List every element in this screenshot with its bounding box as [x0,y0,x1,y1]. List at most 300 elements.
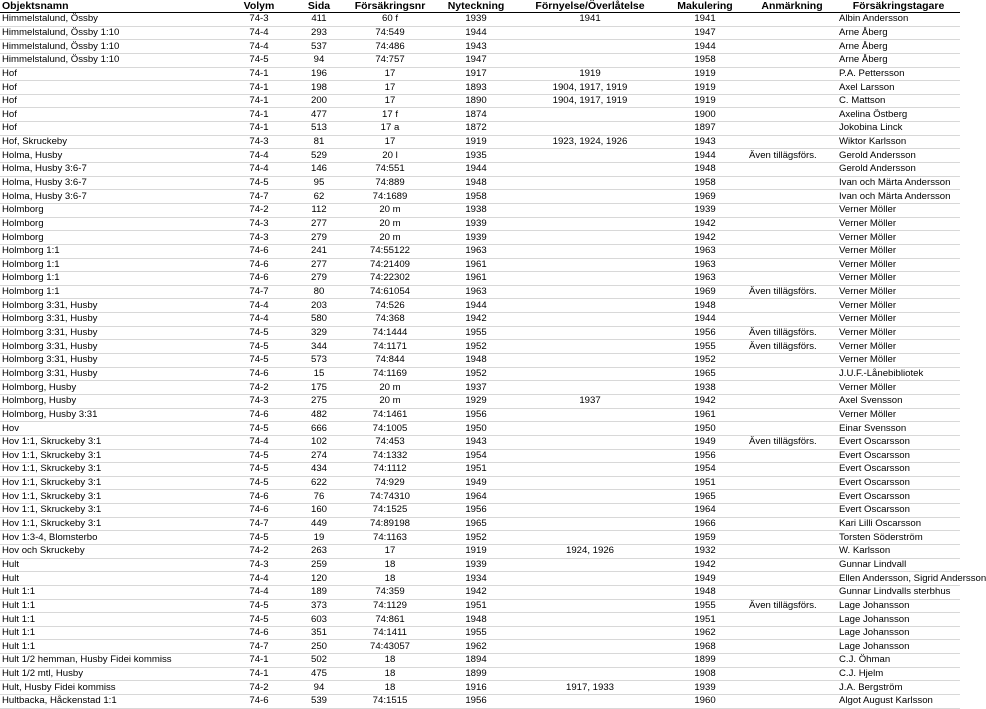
cell-objektsnamn[interactable]: Holmborg, Husby [2,381,77,393]
cell-objektsnamn[interactable]: Hult 1:1 [2,640,36,652]
cell-volym[interactable]: 74-6 [249,408,269,420]
cell-objektsnamn[interactable]: Holmborg 3:31, Husby [2,367,98,379]
cell-makulering[interactable]: 1948 [694,163,716,175]
cell-sida[interactable]: 175 [310,381,327,393]
cell-nyteckning[interactable]: 1943 [465,436,487,448]
table-row[interactable] [0,94,960,108]
cell-nyteckning[interactable]: 1919 [465,136,487,148]
cell-anmarkning[interactable] [747,135,837,149]
cell-anmarkning[interactable] [747,544,837,558]
cell-forsakringsnr[interactable]: 74:1169 [373,367,407,379]
cell-makulering[interactable]: 1950 [694,422,716,434]
cell-forsakringsnr[interactable]: 74:551 [375,163,405,175]
cell-makulering[interactable]: 1959 [694,531,716,543]
cell-objektsnamn[interactable]: Hov 1:1, Skruckeby 3:1 [2,436,102,448]
cell-volym[interactable]: 74-6 [249,627,269,639]
cell-sida[interactable]: 274 [310,449,327,461]
cell-sida[interactable]: 259 [310,558,327,570]
cell-fornyelse[interactable] [517,272,663,286]
table-row[interactable] [0,517,960,531]
cell-forsakringstagare[interactable]: Verner Möller [839,340,897,352]
cell-sida[interactable]: 94 [313,681,325,693]
table-row[interactable] [0,299,960,313]
cell-forsakringsnr[interactable]: 20 m [379,395,401,407]
cell-volym[interactable]: 74-2 [249,204,269,216]
cell-fornyelse[interactable] [517,354,663,368]
cell-forsakringsnr[interactable]: 18 [384,558,396,570]
cell-volym[interactable]: 74-1 [249,81,269,93]
cell-objektsnamn[interactable]: Hov 1:1, Skruckeby 3:1 [2,449,102,461]
cell-makulering[interactable]: 1969 [694,286,716,298]
cell-sida[interactable]: 329 [310,327,327,339]
cell-objektsnamn[interactable]: Hov 1:1, Skruckeby 3:1 [2,518,102,530]
cell-nyteckning[interactable]: 1948 [465,177,487,188]
cell-sida[interactable]: 102 [310,436,327,448]
cell-forsakringsnr[interactable]: 74:43057 [369,640,410,652]
cell-sida[interactable]: 277 [310,217,327,229]
table-row[interactable] [0,176,960,190]
table-row[interactable] [0,40,960,54]
cell-volym[interactable]: 74-6 [249,367,269,379]
cell-forsakringsnr[interactable]: 74:1332 [372,449,408,461]
cell-objektsnamn[interactable]: Holmborg [2,231,44,243]
cell-objektsnamn[interactable]: Holmborg 3:31, Husby [2,327,98,339]
cell-volym[interactable]: 74-3 [249,217,269,229]
cell-fornyelse[interactable] [517,108,663,122]
cell-forsakringstagare[interactable]: Verner Möller [839,354,897,366]
table-row[interactable] [0,217,960,231]
cell-fornyelse[interactable]: 1924, 1926 [565,545,614,557]
cell-anmarkning[interactable] [747,667,837,681]
cell-forsakringsnr[interactable]: 74:861 [375,613,405,625]
cell-sida[interactable]: 200 [310,95,327,107]
cell-sida[interactable]: 537 [310,40,327,52]
cell-nyteckning[interactable]: 1963 [465,245,487,257]
cell-volym[interactable]: 74-5 [249,449,269,461]
cell-nyteckning[interactable]: 1961 [465,272,487,284]
cell-forsakringstagare[interactable]: Verner Möller [839,204,897,216]
cell-anmarkning[interactable] [747,490,837,504]
cell-sida[interactable]: 293 [310,26,327,38]
cell-sida[interactable]: 603 [310,613,327,625]
cell-nyteckning[interactable]: 1934 [465,572,487,584]
cell-objektsnamn[interactable]: Holma, Husby 3:6-7 [2,177,87,188]
cell-fornyelse[interactable]: 1919 [579,67,601,79]
cell-makulering[interactable]: 1899 [694,654,716,666]
cell-objektsnamn[interactable]: Holma, Husby 3:6-7 [2,190,87,202]
cell-sida[interactable]: 196 [310,67,327,79]
cell-volym[interactable]: 74-3 [249,395,269,407]
cell-nyteckning[interactable]: 1947 [465,54,487,66]
table-row[interactable] [0,231,960,245]
cell-makulering[interactable]: 1939 [694,681,716,693]
cell-volym[interactable]: 74-4 [249,163,269,175]
table-row[interactable] [0,531,960,545]
cell-sida[interactable]: 373 [310,599,327,611]
cell-sida[interactable]: 263 [310,545,327,557]
cell-forsakringsnr[interactable]: 74:359 [375,586,405,598]
cell-forsakringstagare[interactable]: Verner Möller [839,217,897,229]
cell-objektsnamn[interactable]: Himmelstalund, Össby 1:10 [2,40,120,52]
cell-nyteckning[interactable]: 1955 [465,627,487,639]
cell-makulering[interactable]: 1942 [694,217,716,229]
cell-anmarkning[interactable] [747,13,837,27]
cell-forsakringsnr[interactable]: 74:549 [375,26,405,38]
cell-forsakringsnr[interactable]: 20 l [382,149,398,161]
cell-sida[interactable]: 477 [310,108,327,120]
cell-forsakringsnr[interactable]: 17 [384,95,396,107]
cell-forsakringsnr[interactable]: 74:844 [375,354,405,366]
cell-fornyelse[interactable]: 1923, 1924, 1926 [552,136,628,148]
cell-nyteckning[interactable]: 1948 [465,613,487,625]
cell-makulering[interactable]: 1963 [694,258,716,270]
table-row[interactable] [0,367,960,381]
cell-fornyelse[interactable] [517,599,663,613]
cell-forsakringstagare[interactable]: C. Mattson [839,95,886,107]
cell-sida[interactable]: 81 [313,136,325,148]
cell-makulering[interactable]: 1919 [694,67,716,79]
cell-makulering[interactable]: 1964 [694,504,716,516]
cell-nyteckning[interactable]: 1942 [465,313,487,325]
cell-volym[interactable]: 74-4 [249,40,269,52]
table-row[interactable] [0,476,960,490]
cell-sida[interactable]: 513 [310,122,327,134]
cell-anmarkning[interactable] [747,463,837,477]
cell-makulering[interactable]: 1942 [694,231,716,243]
cell-volym[interactable]: 74-4 [249,26,269,38]
cell-forsakringsnr[interactable]: 60 f [381,13,398,25]
cell-volym[interactable]: 74-3 [249,231,269,243]
cell-nyteckning[interactable]: 1916 [465,681,487,693]
cell-forsakringsnr[interactable]: 74:1444 [372,327,408,339]
cell-nyteckning[interactable]: 1955 [465,327,487,339]
cell-forsakringstagare[interactable]: W. Karlsson [839,545,891,557]
cell-forsakringstagare[interactable]: Ellen Andersson, Sigrid Andersson [839,572,986,584]
cell-sida[interactable]: 351 [310,627,327,639]
cell-volym[interactable]: 74-6 [249,258,269,270]
cell-objektsnamn[interactable]: Hult [2,572,20,584]
cell-volym[interactable]: 74-7 [249,640,269,652]
cell-objektsnamn[interactable]: Holmborg [2,204,44,216]
cell-fornyelse[interactable] [517,572,663,586]
cell-volym[interactable]: 74-2 [249,381,269,393]
cell-forsakringsnr[interactable]: 74:1461 [372,408,408,420]
cell-sida[interactable]: 160 [310,504,327,516]
cell-fornyelse[interactable] [517,435,663,449]
cell-objektsnamn[interactable]: Holmborg 1:1 [2,286,60,298]
cell-volym[interactable]: 74-4 [249,313,269,325]
cell-forsakringsnr[interactable]: 18 [384,654,396,666]
cell-nyteckning[interactable]: 1950 [465,422,487,434]
cell-makulering[interactable]: 1965 [694,367,716,379]
cell-sida[interactable]: 19 [313,531,325,543]
cell-nyteckning[interactable]: 1899 [465,668,487,680]
cell-anmarkning[interactable] [747,258,837,272]
cell-forsakringstagare[interactable]: Gunnar Lindvalls sterbhus [839,586,951,598]
cell-nyteckning[interactable]: 1872 [465,122,487,134]
cell-sida[interactable]: 203 [310,299,327,311]
cell-nyteckning[interactable]: 1956 [465,504,487,516]
cell-nyteckning[interactable]: 1954 [465,449,487,461]
cell-makulering[interactable]: 1939 [694,204,716,216]
column-header-objektsnamn[interactable]: Objektsnamn [0,0,225,13]
cell-forsakringstagare[interactable]: Evert Oscarsson [839,504,910,516]
cell-objektsnamn[interactable]: Hult 1:1 [2,613,36,625]
cell-forsakringstagare[interactable]: Verner Möller [839,381,897,393]
cell-anmarkning[interactable] [747,81,837,95]
cell-anmarkning[interactable] [747,381,837,395]
cell-fornyelse[interactable] [517,381,663,395]
cell-anmarkning[interactable] [747,367,837,381]
cell-forsakringstagare[interactable]: Einar Svensson [839,422,907,434]
cell-anmarkning[interactable] [747,640,837,654]
cell-sida[interactable]: 529 [310,149,327,161]
cell-nyteckning[interactable]: 1894 [465,654,487,666]
cell-sida[interactable]: 539 [310,695,327,707]
table-row[interactable] [0,81,960,95]
cell-sida[interactable]: 573 [310,354,327,366]
cell-fornyelse[interactable] [517,695,663,709]
cell-volym[interactable]: 74-6 [249,504,269,516]
cell-anmarkning[interactable] [747,422,837,436]
cell-objektsnamn[interactable]: Hov [2,422,20,434]
cell-fornyelse[interactable] [517,203,663,217]
column-header-nyteckning[interactable]: Nyteckning [435,0,517,13]
cell-nyteckning[interactable]: 1874 [465,108,487,120]
cell-forsakringsnr[interactable]: 74:453 [375,436,405,448]
cell-makulering[interactable]: 1944 [694,313,716,325]
table-row[interactable] [0,203,960,217]
cell-forsakringsnr[interactable]: 17 a [380,122,400,134]
cell-makulering[interactable]: 1900 [694,108,716,120]
cell-forsakringsnr[interactable]: 74:526 [375,299,405,311]
cell-anmarkning[interactable] [747,108,837,122]
cell-nyteckning[interactable]: 1944 [465,163,487,175]
cell-forsakringstagare[interactable]: Lage Johansson [839,640,910,652]
cell-sida[interactable]: 275 [310,395,327,407]
cell-forsakringsnr[interactable]: 74:929 [375,477,405,489]
cell-fornyelse[interactable] [517,476,663,490]
table-row[interactable] [0,490,960,504]
cell-makulering[interactable]: 1958 [694,177,716,188]
table-row[interactable] [0,681,960,695]
cell-forsakringsnr[interactable]: 74:368 [375,313,405,325]
cell-forsakringstagare[interactable]: Verner Möller [839,299,897,311]
cell-forsakringsnr[interactable]: 74:1163 [373,531,407,543]
cell-volym[interactable]: 74-5 [249,463,269,475]
cell-volym[interactable]: 74-5 [249,599,269,611]
cell-makulering[interactable]: 1947 [694,26,716,38]
cell-makulering[interactable]: 1944 [694,40,716,52]
cell-fornyelse[interactable]: 1937 [579,395,601,407]
table-row[interactable] [0,354,960,368]
cell-sida[interactable]: 146 [310,163,327,175]
cell-sida[interactable]: 189 [310,586,327,598]
cell-volym[interactable]: 74-5 [249,177,269,188]
cell-fornyelse[interactable] [517,122,663,136]
cell-volym[interactable]: 74-5 [249,327,269,339]
cell-fornyelse[interactable] [517,626,663,640]
cell-makulering[interactable]: 1938 [694,381,716,393]
table-row[interactable] [0,244,960,258]
cell-objektsnamn[interactable]: Hov och Skruckeby [2,545,85,557]
cell-objektsnamn[interactable]: Holma, Husby [2,149,63,161]
cell-objektsnamn[interactable]: Hov 1:1, Skruckeby 3:1 [2,477,102,489]
cell-anmarkning[interactable]: Även tillägsförs. [749,599,817,611]
cell-anmarkning[interactable] [747,408,837,422]
cell-volym[interactable]: 74-1 [249,95,269,107]
table-row[interactable] [0,544,960,558]
cell-fornyelse[interactable]: 1917, 1933 [565,681,614,693]
cell-forsakringsnr[interactable]: 74:61054 [369,286,410,298]
cell-fornyelse[interactable] [517,53,663,67]
table-row[interactable] [0,67,960,81]
cell-anmarkning[interactable] [747,313,837,327]
cell-forsakringstagare[interactable]: Evert Oscarsson [839,449,910,461]
cell-fornyelse[interactable] [517,326,663,340]
cell-forsakringsnr[interactable]: 74:1005 [372,422,408,434]
table-row[interactable] [0,122,960,136]
cell-sida[interactable]: 622 [310,477,327,489]
table-row[interactable] [0,326,960,340]
cell-volym[interactable]: 74-5 [249,477,269,489]
cell-sida[interactable]: 198 [310,81,327,93]
cell-fornyelse[interactable] [517,531,663,545]
cell-anmarkning[interactable] [747,217,837,231]
cell-volym[interactable]: 74-6 [249,695,269,707]
cell-objektsnamn[interactable]: Hof [2,108,17,120]
cell-forsakringsnr[interactable]: 74:55122 [369,245,410,257]
cell-forsakringsnr[interactable]: 74:1112 [373,463,407,475]
cell-anmarkning[interactable]: Även tillägsförs. [749,286,817,298]
cell-sida[interactable]: 475 [310,668,327,680]
cell-makulering[interactable]: 1951 [694,613,716,625]
cell-nyteckning[interactable]: 1944 [465,26,487,38]
cell-forsakringsnr[interactable]: 18 [384,572,396,584]
cell-anmarkning[interactable] [747,531,837,545]
cell-sida[interactable]: 344 [310,340,327,352]
cell-objektsnamn[interactable]: Hult [2,558,20,570]
cell-forsakringstagare[interactable]: C.J. Öhman [839,654,891,666]
cell-forsakringstagare[interactable]: Lage Johansson [839,599,910,611]
cell-makulering[interactable]: 1955 [694,340,716,352]
cell-forsakringsnr[interactable]: 74:1129 [373,599,407,611]
cell-anmarkning[interactable] [747,695,837,709]
cell-forsakringstagare[interactable]: P.A. Pettersson [839,67,905,79]
cell-forsakringstagare[interactable]: Ivan och Märta Andersson [839,190,951,202]
table-row[interactable] [0,667,960,681]
cell-objektsnamn[interactable]: Hof, Skruckeby [2,136,68,148]
cell-makulering[interactable]: 1908 [694,668,716,680]
cell-forsakringstagare[interactable]: Verner Möller [839,272,897,284]
cell-nyteckning[interactable]: 1919 [465,545,487,557]
cell-makulering[interactable]: 1969 [694,190,716,202]
cell-fornyelse[interactable] [517,654,663,668]
cell-sida[interactable]: 80 [313,286,325,298]
cell-sida[interactable]: 279 [310,231,327,243]
cell-fornyelse[interactable] [517,517,663,531]
cell-objektsnamn[interactable]: Hov 1:1, Skruckeby 3:1 [2,463,102,475]
cell-volym[interactable]: 74-2 [249,545,269,557]
cell-forsakringstagare[interactable]: Arne Åberg [839,26,888,38]
cell-nyteckning[interactable]: 1938 [465,204,487,216]
cell-anmarkning[interactable] [747,53,837,67]
cell-forsakringstagare[interactable]: Verner Möller [839,327,897,339]
column-header-fornyelse[interactable]: Förnyelse/Överlåtelse [517,0,663,13]
cell-makulering[interactable]: 1897 [694,122,716,134]
cell-fornyelse[interactable] [517,299,663,313]
column-header-anmarkning[interactable]: Anmärkning [747,0,837,13]
cell-sida[interactable]: 112 [311,204,327,216]
cell-volym[interactable]: 74-3 [249,136,269,148]
table-row[interactable] [0,26,960,40]
cell-sida[interactable]: 482 [310,408,327,420]
cell-volym[interactable]: 74-4 [249,572,269,584]
cell-fornyelse[interactable] [517,26,663,40]
cell-nyteckning[interactable]: 1952 [465,367,487,379]
cell-makulering[interactable]: 1968 [694,640,716,652]
cell-nyteckning[interactable]: 1948 [465,354,487,366]
cell-anmarkning[interactable] [747,176,837,190]
table-row[interactable] [0,422,960,436]
cell-objektsnamn[interactable]: Hult 1/2 hemman, Husby Fidei kommiss [2,654,172,666]
cell-anmarkning[interactable] [747,476,837,490]
cell-nyteckning[interactable]: 1952 [465,340,487,352]
cell-volym[interactable]: 74-4 [249,436,269,448]
cell-nyteckning[interactable]: 1939 [465,13,487,25]
cell-volym[interactable]: 74-3 [249,558,269,570]
cell-forsakringsnr[interactable]: 74:22302 [369,272,410,284]
cell-nyteckning[interactable]: 1949 [465,477,487,489]
cell-forsakringstagare[interactable]: Verner Möller [839,258,897,270]
cell-anmarkning[interactable] [747,26,837,40]
cell-fornyelse[interactable] [517,190,663,204]
cell-nyteckning[interactable]: 1952 [465,531,487,543]
table-row[interactable] [0,53,960,67]
cell-forsakringstagare[interactable]: Kari Lilli Oscarsson [839,518,922,530]
cell-objektsnamn[interactable]: Hof [2,67,17,79]
cell-nyteckning[interactable]: 1961 [465,258,487,270]
cell-objektsnamn[interactable]: Holma, Husby 3:6-7 [2,163,87,175]
cell-volym[interactable]: 74-1 [249,67,269,79]
cell-forsakringsnr[interactable]: 74:1171 [373,340,407,352]
cell-makulering[interactable]: 1961 [694,408,716,420]
cell-nyteckning[interactable]: 1964 [465,490,487,502]
cell-volym[interactable]: 74-5 [249,531,269,543]
cell-forsakringsnr[interactable]: 74:1411 [373,627,407,639]
cell-nyteckning[interactable]: 1965 [465,518,487,530]
cell-makulering[interactable]: 1951 [694,477,716,489]
cell-makulering[interactable]: 1960 [694,695,716,707]
cell-forsakringsnr[interactable]: 74:889 [375,177,405,188]
cell-anmarkning[interactable] [747,572,837,586]
cell-forsakringstagare[interactable]: Verner Möller [839,231,897,243]
cell-forsakringstagare[interactable]: Axel Larsson [839,81,895,93]
cell-fornyelse[interactable]: 1904, 1917, 1919 [552,95,628,107]
cell-nyteckning[interactable]: 1951 [465,599,487,611]
cell-makulering[interactable]: 1948 [694,586,716,598]
cell-objektsnamn[interactable]: Holmborg 3:31, Husby [2,313,98,325]
cell-sida[interactable]: 241 [310,245,327,257]
cell-makulering[interactable]: 1949 [694,572,716,584]
cell-nyteckning[interactable]: 1962 [465,640,487,652]
cell-nyteckning[interactable]: 1956 [465,408,487,420]
cell-anmarkning[interactable] [747,585,837,599]
cell-forsakringsnr[interactable]: 20 m [379,217,401,229]
table-row[interactable] [0,640,960,654]
cell-anmarkning[interactable] [747,272,837,286]
cell-forsakringsnr[interactable]: 74:89198 [369,518,410,530]
